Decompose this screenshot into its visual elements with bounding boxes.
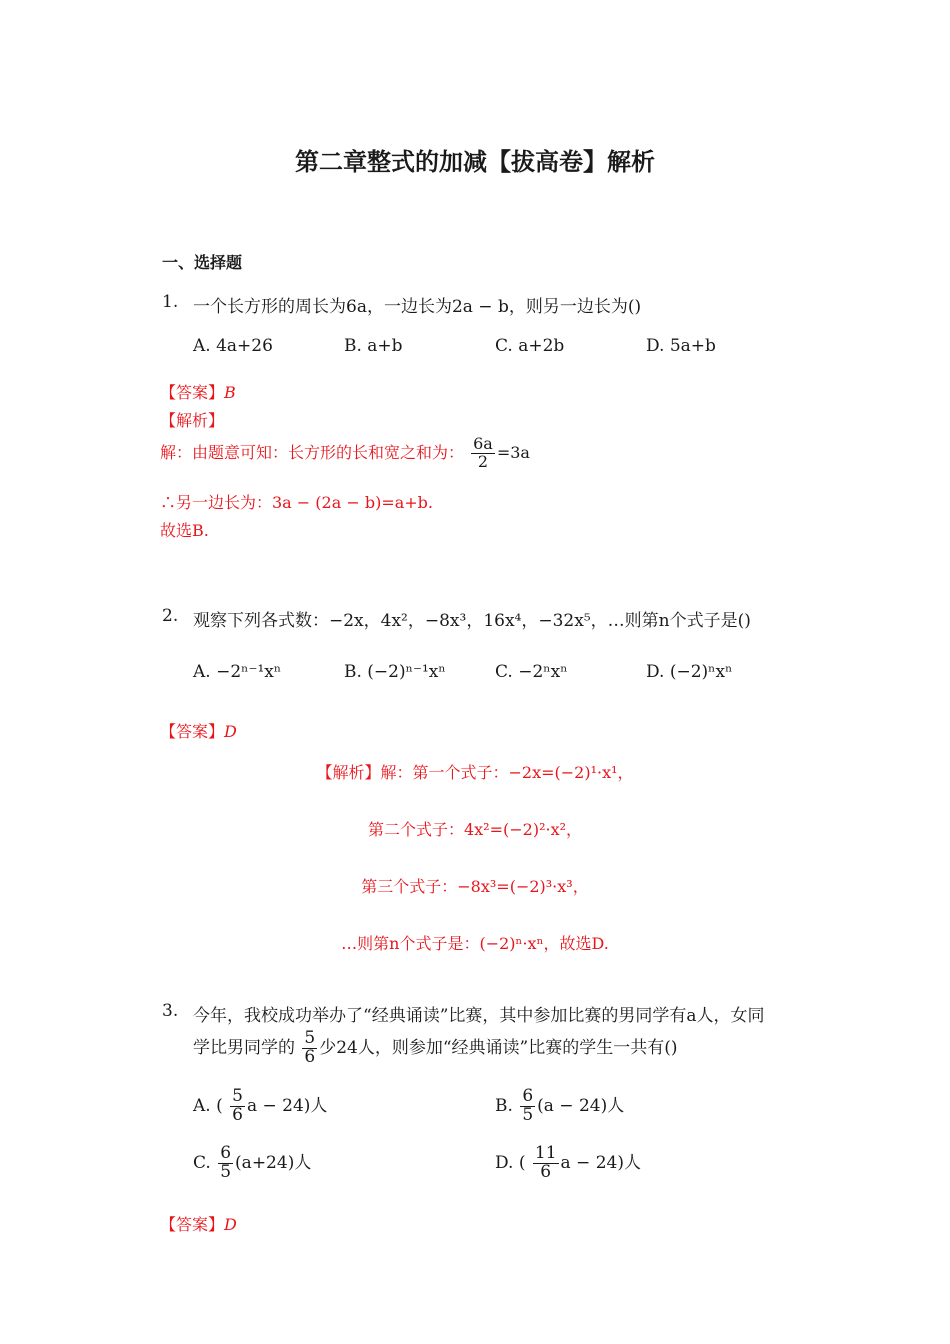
q1-answer-label: 【答案】 (160, 383, 225, 402)
q3-option-a-den: 6 (232, 1104, 243, 1125)
q3-stem-pre: 学比男同学的 (193, 1037, 295, 1058)
q3-option-b-den: 5 (522, 1104, 534, 1125)
q3-option-c-fraction (218, 1145, 233, 1182)
q3-stem-frac-den: 6 (304, 1046, 316, 1067)
q3-option-c-post: (a+24)人 (235, 1152, 312, 1173)
q1-stem: 一个长方形的周长为6a，一边长为2a − b，则另一边长为() (193, 297, 642, 317)
q2-option-c: C. −2ⁿxⁿ (495, 662, 568, 682)
q2-answer-label: 【答案】 (160, 722, 225, 741)
q3-option-d-num: 11 (534, 1143, 557, 1163)
q3-option-b-fraction (520, 1088, 535, 1125)
q1-option-c: C. a+2b (495, 336, 565, 356)
q3-option-d-den: 6 (540, 1161, 552, 1182)
q1-option-d: D. 5a+b (646, 336, 716, 356)
q3-option-d-post: a − 24)人 (560, 1152, 641, 1173)
q2-stem: 观察下列各式数：−2x，4x²，−8x³，16x⁴，−32x⁵，…则第n个式子是() (193, 611, 751, 631)
q3-stem-fraction (302, 1030, 317, 1067)
q1-option-a: A. 4a+26 (193, 336, 273, 356)
q3-option-c-num: 6 (220, 1143, 232, 1163)
q3-answer-value: D (224, 1215, 237, 1234)
q3-option-c (193, 1145, 311, 1182)
q3-option-c-den: 5 (220, 1161, 232, 1182)
q1-analysis-label: 【解析】 (160, 411, 225, 430)
q3-stem-line1: 今年，我校成功举办了“经典诵读”比赛，其中参加比赛的男同学有a人，女同 (193, 1006, 765, 1026)
q1-answer-line (160, 380, 236, 403)
q2-solution-line3: 第三个式子：−8x³=(−2)³·x³， (361, 877, 589, 896)
q1-solution-suffix: =3a (496, 442, 530, 462)
q3-stem-line2 (193, 1030, 678, 1067)
q1-solution-line1 (160, 436, 530, 471)
q2-solution-line4: …则第n个式子是：(−2)ⁿ·xⁿ，故选D. (341, 934, 609, 953)
q2-solution-line2: 第二个式子：4x²=(−2)²·x²， (367, 820, 583, 839)
q3-option-a-pre: A. ( (193, 1095, 223, 1116)
q3-option-c-pre: C. (193, 1152, 211, 1173)
q3-option-b-post: (a − 24)人 (537, 1095, 625, 1116)
q3-answer-label: 【答案】 (160, 1215, 225, 1234)
q2-answer-value: D (224, 722, 237, 741)
q1-solution-line2: ∴另一边长为：3a − (2a − b)=a+b. (160, 493, 434, 512)
q3-option-d-fraction (533, 1145, 559, 1182)
q3-stem-frac-num: 5 (304, 1028, 316, 1048)
section-heading: 一、选择题 (162, 253, 243, 272)
q2-option-d: D. (−2)ⁿxⁿ (646, 662, 733, 682)
q1-solution-line3: 故选B. (160, 521, 209, 540)
q1-fraction (471, 436, 495, 471)
q3-answer-line (160, 1212, 237, 1235)
q3-option-a (193, 1088, 327, 1125)
q3-option-a-num: 5 (232, 1086, 243, 1106)
q3-number: 3. (162, 1001, 179, 1021)
q3-option-d-pre: D. ( (495, 1152, 526, 1173)
q3-option-b-num: 6 (522, 1086, 534, 1106)
document-title: 第二章整式的加减【拔高卷】解析 (295, 147, 655, 176)
q3-option-a-post: a − 24)人 (246, 1095, 328, 1116)
q2-option-b: B. (−2)ⁿ⁻¹xⁿ (344, 662, 446, 682)
q1-number: 1. (162, 292, 179, 312)
q3-option-b-pre: B. (495, 1095, 513, 1116)
q1-fraction-denominator: 2 (477, 451, 489, 471)
q3-stem-post: 少24人，则参加“经典诵读”比赛的学生一共有() (319, 1037, 678, 1058)
q3-option-a-fraction (230, 1088, 245, 1125)
q3-option-d (495, 1145, 641, 1182)
q1-fraction-numerator: 6a (473, 434, 493, 453)
q2-solution-line1: 【解析】解：第一个式子：−2x=(−2)¹·x¹， (316, 763, 634, 782)
q2-answer-line (160, 719, 237, 742)
q1-answer-value: B (224, 383, 236, 402)
q1-solution-prefix: 解：由题意可知：长方形的长和宽之和为： (160, 442, 465, 462)
q2-option-a: A. −2ⁿ⁻¹xⁿ (193, 662, 282, 682)
q2-number: 2. (162, 606, 179, 626)
q1-option-b: B. a+b (344, 336, 403, 356)
q3-option-b (495, 1088, 624, 1125)
